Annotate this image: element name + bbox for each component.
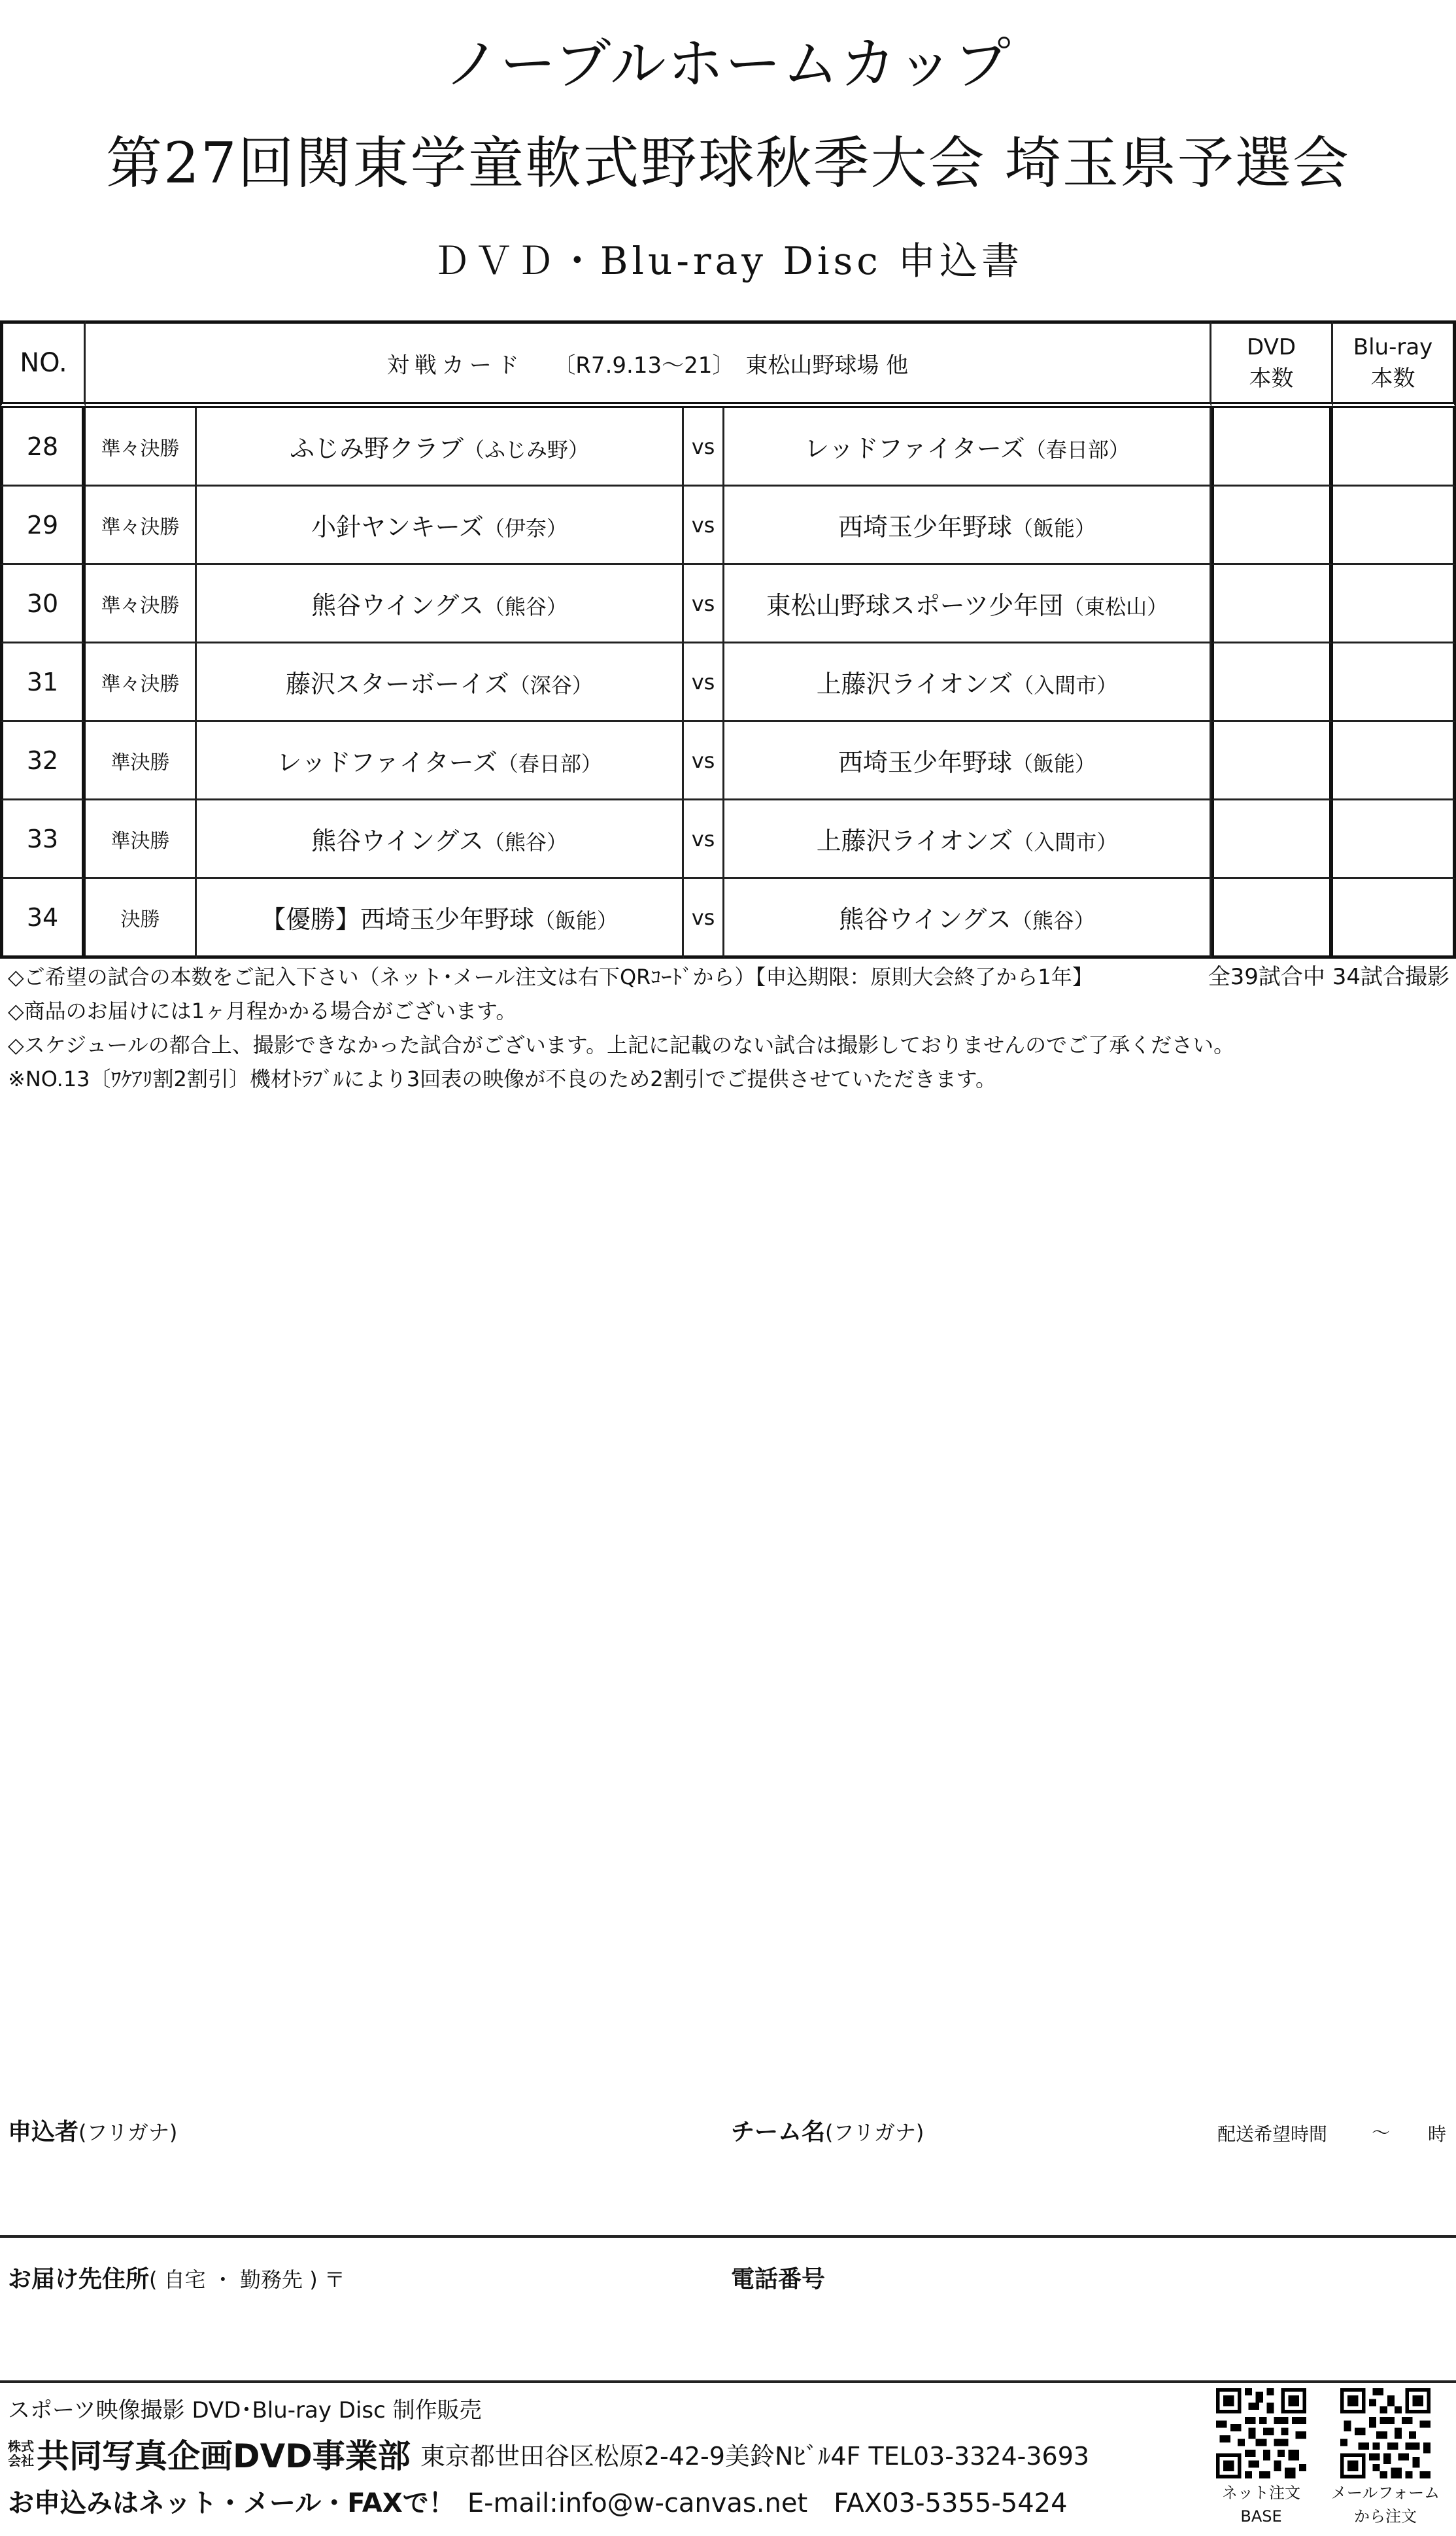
match-no: 30 [0,565,86,643]
team1-name: ふじみ野クラブ [289,434,464,463]
delivery-tilde: ～ [1372,2122,1391,2144]
qr-code-base[interactable] [1216,2388,1306,2478]
team1 [197,408,684,487]
company-name: 共同写真企画DVD事業部 [37,2437,411,2475]
dvd-qty-field[interactable] [1211,800,1333,879]
qr-base-caption-1: ネット注文 [1222,2484,1300,2502]
team2-pref: （春日部） [1024,437,1130,462]
bluray-count-label: 本数 [1370,365,1415,392]
address-label [8,2261,345,2294]
table-row [0,487,1456,565]
bluray-label: Blu-ray [1353,334,1433,360]
dvd-qty-field[interactable] [1211,879,1333,959]
team1-name: 藤沢スターボーイズ [286,670,509,698]
dvd-qty-field[interactable] [1211,408,1333,487]
team2-name: レッドファイターズ [804,434,1025,463]
match-round: 準々決勝 [86,643,197,722]
team1-pref: （飯能） [534,908,618,933]
team1 [197,643,684,722]
dvd-qty-field[interactable] [1211,487,1333,565]
bluray-qty-field[interactable] [1333,565,1456,643]
divider-line [0,2380,1456,2383]
dvd-qty-field[interactable] [1211,722,1333,800]
address-type: ( 自宅 ・ 勤務先 ) 〒 [149,2267,345,2292]
team2-pref: （飯能） [1012,516,1096,541]
card-info: 〔R7.9.13～21〕 東松山野球場 他 [553,352,909,379]
dvd-qty-field[interactable] [1211,565,1333,643]
col-bluray-header [1333,320,1456,408]
title-tournament: 第27回関東学童軟式野球秋季大会 埼玉県予選会 [106,131,1350,196]
bluray-qty-field[interactable] [1333,800,1456,879]
match-no: 33 [0,800,86,879]
note-1: ◇ご希望の試合の本数をご記入下さい（ネット･メール注文は右下QRｺｰﾄﾞから）【申込期限：原則大会終了から1年】 [8,965,1093,989]
match-no: 28 [0,408,86,487]
vs-label: vs [684,408,724,487]
order-text: お申込みはネット・メール・FAXで！ [8,2488,455,2518]
match-round: 準々決勝 [86,565,197,643]
team1 [197,800,684,879]
team1-pref: （深谷） [509,673,593,698]
team1 [197,565,684,643]
col-card-header [86,320,1211,408]
match-no: 34 [0,879,86,959]
team1-name: 【優勝】西埼玉少年野球 [260,905,534,934]
match-round: 決勝 [86,879,197,959]
table-row [0,722,1456,800]
company-line [8,2430,1089,2477]
bluray-qty-field[interactable] [1333,487,1456,565]
vs-label: vs [684,487,724,565]
qr-code-icon [1216,2388,1306,2478]
team2-name: 上藤沢ライオンズ [816,827,1013,855]
team1-pref: （春日部） [497,751,602,776]
match-count: 全39試合中 34試合撮影 [1208,964,1449,990]
notes [8,960,1234,1096]
match-no: 31 [0,643,86,722]
team1-pref: （熊谷） [483,594,567,619]
bluray-qty-field[interactable] [1333,722,1456,800]
delivery-hour: 時 [1428,2123,1447,2145]
footer-line1: スポーツ映像撮影 DVD･Blu-ray Disc 制作販売 [8,2397,482,2424]
team1-name: 熊谷ウイングス [311,827,484,855]
team2-name: 熊谷ウイングス [839,905,1011,934]
dvd-count-label: 本数 [1249,365,1294,392]
table-row [0,800,1456,879]
applicant-furigana: (フリガナ) [78,2120,178,2145]
team2 [724,800,1211,879]
bluray-qty-field[interactable] [1333,879,1456,959]
match-round: 準々決勝 [86,487,197,565]
match-table [0,320,1456,959]
dvd-qty-field[interactable] [1211,643,1333,722]
match-no: 32 [0,722,86,800]
delivery-time-label: 配送希望時間 [1217,2123,1328,2145]
table-header [0,320,1456,408]
team2 [724,643,1211,722]
col-dvd-header [1211,320,1333,408]
table-row [0,879,1456,959]
applicant-text: 申込者 [8,2119,79,2146]
team2-name: 西埼玉少年野球 [838,513,1013,541]
divider-line [0,2235,1456,2238]
table-row [0,408,1456,487]
team2 [724,408,1211,487]
team2-name: 東松山野球スポーツ少年団 [766,591,1064,620]
qr-mailform-caption-1: メールフォーム [1330,2484,1440,2502]
table-row [0,643,1456,722]
match-round: 準決勝 [86,800,197,879]
team2 [724,487,1211,565]
team1-name: 小針ヤンキーズ [311,513,484,541]
match-round: 準々決勝 [86,408,197,487]
qr-code-mailform[interactable] [1340,2388,1431,2478]
bluray-qty-field[interactable] [1333,408,1456,487]
team2-name: 西埼玉少年野球 [838,748,1013,777]
qr-mailform-caption [1325,2481,1446,2528]
vs-label: vs [684,722,724,800]
title-form: ＤＶＤ・Blu-ray Disc 申込書 [432,239,1024,283]
col-no-header: NO. [0,320,86,408]
title-cup: ノーブルホームカップ [444,31,1012,97]
team2-pref: （入間市） [1013,673,1118,698]
match-round: 準決勝 [86,722,197,800]
qr-code-icon [1340,2388,1431,2478]
phone-label: 電話番号 [731,2266,826,2293]
dvd-label: DVD [1247,334,1296,360]
applicant-label [8,2114,177,2147]
vs-label: vs [684,879,724,959]
team1-name: レッドファイターズ [277,748,498,777]
match-no: 29 [0,487,86,565]
team2 [724,722,1211,800]
team1-pref: （熊谷） [483,830,567,855]
team2-pref: （東松山） [1063,594,1168,619]
card-label: 対戦カード [386,352,524,379]
team1 [197,722,684,800]
bluray-qty-field[interactable] [1333,643,1456,722]
company-address: 東京都世田谷区松原2-42-9美鈴Nﾋﾞﾙ4F TEL03-3324-3693 [420,2441,1090,2471]
note-2: ◇商品のお届けには1ヶ月程かかる場合がございます。 [8,999,517,1023]
table-row [0,565,1456,643]
note-3: ◇スケジュールの都合上、撮影できなかった試合がございます。上記に記載のない試合は撮影しておりませんのでご了承ください。 [8,1033,1235,1057]
team1 [197,879,684,959]
vs-label: vs [684,800,724,879]
qr-base-caption-2: BASE [1240,2507,1282,2526]
team-text: チーム名 [731,2119,826,2146]
team2 [724,565,1211,643]
qr-mailform-caption-2: から注文 [1354,2507,1417,2526]
vs-label: vs [684,643,724,722]
team1-name: 熊谷ウイングス [311,591,484,620]
team2-name: 上藤沢ライオンズ [816,670,1013,698]
order-line [8,2482,1068,2520]
team1-pref: （ふじみ野） [464,437,590,462]
team2-pref: （熊谷） [1011,908,1095,933]
team2-pref: （飯能） [1012,751,1096,776]
team1 [197,487,684,565]
team-label [731,2114,924,2147]
team-furigana: (フリガナ) [825,2120,924,2145]
address-text: お届け先住所 [8,2266,150,2293]
team2-pref: （入間市） [1013,830,1118,855]
note-4: ※NO.13〔ﾜｹｱﾘ割2割引〕機材ﾄﾗﾌﾞﾙにより3回表の映像が不良のため2割引でご提供させていただきます。 [8,1067,997,1091]
company-kabu: 株式 会社 [8,2439,34,2469]
vs-label: vs [684,565,724,643]
contact-text: E-mail:info@w-canvas.net FAX03-5355-5424 [467,2488,1068,2518]
qr-base-caption [1203,2481,1319,2528]
team1-pref: （伊奈） [483,516,567,541]
team2 [724,879,1211,959]
